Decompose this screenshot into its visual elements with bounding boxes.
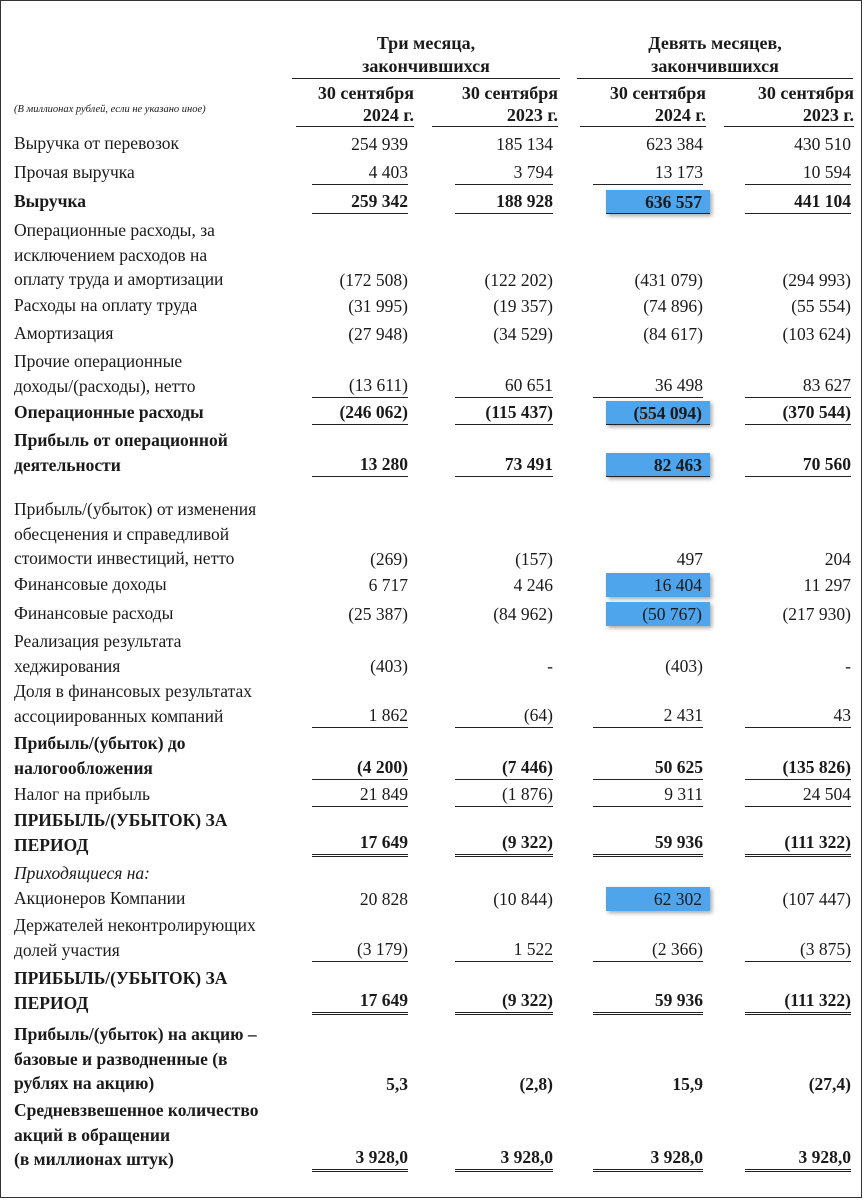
unit-note: (В миллионах рублей, если не указано иное) (14, 104, 206, 115)
row-label (14, 321, 113, 346)
row-label-line: Прибыль/(убыток) до (14, 733, 186, 753)
table-row (0, 428, 864, 477)
header-three-months: Три месяца, закончившихся (292, 32, 560, 79)
value-9m-2024: 623 384 (646, 133, 703, 154)
value-q3-2023: (157) (515, 548, 553, 569)
row-label-line: ПРИБЫЛЬ/(УБЫТОК) ЗА (14, 810, 228, 830)
value-q3-2024: 1 862 (312, 703, 408, 728)
column-header-9m-2024: 30 сентября 2024 г. (580, 82, 706, 127)
value-9m-2023: 24 504 (745, 782, 851, 807)
row-label (14, 131, 179, 156)
value-q3-2024: 4 403 (312, 160, 408, 185)
value-q3-2023: (19 357) (493, 295, 553, 316)
value-q3-2023: (84 962) (493, 603, 553, 624)
value-9m-2023: 441 104 (745, 189, 851, 214)
row-label-line: Реализация результата (14, 631, 182, 651)
row-label-line: Налог на прибыль (14, 784, 150, 804)
value-9m-2023: 3 928,0 (745, 1145, 851, 1172)
row-label-line: деятельности (14, 454, 121, 475)
value-q3-2023: (9 322) (455, 830, 553, 857)
value-9m-2024: 636 557 (606, 190, 710, 214)
table-row (0, 572, 864, 597)
table-row (0, 861, 864, 886)
table-row (0, 189, 864, 214)
value-9m-2023: 204 (824, 548, 851, 569)
value-9m-2023: 10 594 (745, 160, 851, 185)
value-q3-2023: - (547, 656, 553, 677)
value-q3-2023: (10 844) (493, 888, 553, 909)
value-q3-2023: 73 491 (455, 452, 553, 477)
row-label (14, 189, 86, 214)
table-row (0, 1098, 864, 1172)
table-row (0, 808, 864, 857)
row-label (14, 886, 185, 911)
value-q3-2024: 17 649 (312, 830, 408, 857)
row-label-line: Прибыль/(убыток) от изменения (14, 499, 257, 519)
value-9m-2023: 83 627 (745, 373, 851, 398)
row-label-line: Держателей неконтролирующих (14, 915, 256, 935)
row-label-line: акций в обращении (14, 1124, 171, 1145)
table-row (0, 731, 864, 780)
value-q3-2023: 188 928 (455, 189, 553, 214)
value-9m-2023: (217 930) (782, 603, 851, 624)
row-label-line: Операционные расходы (14, 402, 204, 422)
value-q3-2024: 5,3 (386, 1073, 408, 1094)
row-label (14, 629, 181, 678)
value-9m-2023: (3 875) (745, 937, 851, 962)
value-9m-2024: 13 173 (593, 160, 703, 185)
value-9m-2023 (745, 862, 851, 886)
row-label-line: хеджирования (14, 655, 121, 676)
row-label-line: Выручка от перевозок (14, 133, 180, 153)
value-q3-2023: 1 522 (455, 937, 553, 962)
value-q3-2023: 3 928,0 (455, 1145, 553, 1172)
row-label-line: Приходящиеся на: (14, 863, 151, 883)
row-label-line: Прочая выручка (14, 162, 135, 182)
table-row (0, 160, 864, 185)
row-label-line: Прибыль от операционной (14, 430, 228, 450)
value-9m-2024: 36 498 (593, 373, 703, 398)
row-label-line: долей участия (14, 939, 120, 960)
value-q3-2023: (7 446) (455, 755, 553, 780)
table-row (0, 321, 864, 346)
row-label-line: исключением расходов на (14, 244, 208, 265)
row-label-line: Выручка (14, 191, 87, 211)
value-9m-2023: - (845, 656, 851, 677)
row-label-line: рублях на акцию) (14, 1073, 155, 1094)
value-9m-2024: (84 617) (643, 323, 703, 344)
column-header-q3-2024: 30 сентября 2024 г. (296, 82, 414, 127)
value-q3-2023: (9 322) (455, 988, 553, 1015)
value-9m-2024: (2 366) (593, 937, 703, 962)
row-label (14, 913, 256, 962)
value-q3-2023: (2,8) (519, 1073, 553, 1094)
value-q3-2024: 13 280 (312, 452, 408, 477)
table-row (0, 218, 864, 292)
value-q3-2024: 20 828 (359, 888, 408, 909)
value-q3-2024: 17 649 (312, 988, 408, 1015)
value-9m-2023: (27,4) (808, 1073, 851, 1094)
row-label-line: стоимости инвестиций, нетто (14, 548, 235, 569)
row-label (14, 572, 167, 597)
value-q3-2024: 3 928,0 (312, 1145, 408, 1172)
table-row (0, 131, 864, 156)
value-9m-2024: 59 936 (593, 988, 703, 1015)
value-9m-2023: 11 297 (803, 574, 851, 595)
row-label (14, 861, 150, 886)
row-label (14, 808, 227, 857)
row-label-line: Прибыль/(убыток) на акцию – (14, 1024, 257, 1044)
value-q3-2024: (25 387) (348, 603, 408, 624)
row-label-line: Операционные расходы, за (14, 220, 215, 240)
value-9m-2024: 3 928,0 (593, 1145, 703, 1172)
header-nine-months: Девять месяцев, закончившихся (577, 32, 853, 79)
value-q3-2024: 21 849 (312, 782, 408, 807)
value-9m-2024: (50 767) (606, 602, 710, 626)
row-label (14, 218, 223, 292)
row-label (14, 400, 204, 425)
value-q3-2024: (4 200) (312, 755, 408, 780)
value-q3-2023: (64) (455, 703, 553, 728)
row-label-line: Прочие операционные (14, 351, 183, 371)
row-label-line: Финансовые расходы (14, 603, 174, 623)
value-9m-2024: 62 302 (606, 887, 710, 911)
value-q3-2024: (172 508) (339, 269, 408, 290)
value-9m-2024: (554 094) (606, 401, 710, 425)
value-9m-2023: (370 544) (745, 400, 851, 425)
value-q3-2023: (34 529) (493, 323, 553, 344)
row-label (14, 497, 256, 571)
row-label-line: оплату труда и амортизации (14, 269, 224, 290)
value-9m-2023: (103 624) (782, 323, 851, 344)
value-9m-2024: 497 (676, 548, 703, 569)
value-q3-2023: 185 134 (496, 133, 553, 154)
table-row (0, 601, 864, 626)
row-label-line: (в миллионах штук) (14, 1149, 174, 1170)
value-q3-2023: 3 794 (455, 160, 553, 185)
value-9m-2024: 59 936 (593, 830, 703, 857)
value-9m-2023: 70 560 (745, 452, 851, 477)
value-q3-2024: (13 611) (312, 373, 408, 398)
row-label-line: Акционеров Компании (14, 888, 186, 908)
row-label (14, 782, 150, 807)
value-9m-2023: (111 322) (745, 988, 851, 1015)
value-q3-2024: 6 717 (368, 574, 408, 595)
row-label-line: Средневзвешенное количество (14, 1100, 259, 1120)
value-9m-2024 (593, 862, 703, 886)
table-row (0, 1022, 864, 1096)
table-row (0, 400, 864, 425)
row-label-line: налогообложения (14, 757, 153, 778)
value-9m-2023: (135 826) (745, 755, 851, 780)
table-row (0, 293, 864, 318)
value-9m-2024: 50 625 (593, 755, 703, 780)
value-q3-2023: (115 437) (455, 400, 553, 425)
table-row (0, 782, 864, 807)
table-row (0, 629, 864, 678)
value-q3-2024: 254 939 (351, 133, 408, 154)
value-q3-2024: (31 995) (348, 295, 408, 316)
row-label-line: Амортизация (14, 323, 114, 343)
value-q3-2024: 259 342 (312, 189, 408, 214)
value-9m-2024: 9 311 (593, 782, 703, 807)
value-9m-2023: 43 (745, 703, 851, 728)
value-9m-2024: 15,9 (672, 1073, 703, 1094)
table-row (0, 886, 864, 911)
row-label-line: Финансовые доходы (14, 574, 167, 594)
value-q3-2024: (3 179) (312, 937, 408, 962)
row-label-line: ПРИБЫЛЬ/(УБЫТОК) ЗА (14, 968, 228, 988)
row-label-line: ассоциированных компаний (14, 705, 224, 726)
value-9m-2023: (111 322) (745, 830, 851, 857)
value-q3-2024: (403) (370, 656, 408, 677)
row-label-line: базовые и разводненные (в (14, 1048, 228, 1069)
value-9m-2024: (431 079) (634, 269, 703, 290)
value-q3-2024: (269) (370, 548, 408, 569)
value-9m-2023: (294 993) (782, 269, 851, 290)
row-label-line: доходы/(расходы), нетто (14, 375, 196, 396)
value-q3-2023: 4 246 (513, 574, 553, 595)
column-header-q3-2023: 30 сентября 2023 г. (432, 82, 558, 127)
row-label-line: Доля в финансовых результатах (14, 681, 252, 701)
row-label (14, 1022, 257, 1096)
row-label (14, 1098, 258, 1172)
row-label (14, 293, 197, 318)
value-9m-2024: (74 896) (643, 295, 703, 316)
table-row (0, 679, 864, 728)
column-header-9m-2023: 30 сентября 2023 г. (724, 82, 854, 127)
value-9m-2023: 430 510 (794, 133, 851, 154)
row-label-line: обесценения и справедливой (14, 523, 230, 544)
value-q3-2023: 60 651 (455, 373, 553, 398)
row-label (14, 428, 228, 477)
value-9m-2024: 82 463 (606, 453, 710, 477)
row-label-line: Расходы на оплату труда (14, 295, 198, 315)
table-row (0, 349, 864, 398)
value-q3-2024 (312, 862, 408, 886)
value-9m-2024: 16 404 (606, 573, 710, 597)
row-label (14, 160, 135, 185)
value-9m-2023: (107 447) (782, 888, 851, 909)
row-label-line: ПЕРИОД (14, 834, 89, 855)
table-row (0, 497, 864, 571)
table-row (0, 966, 864, 1015)
value-q3-2023 (455, 862, 553, 886)
table-row (0, 913, 864, 962)
row-label (14, 601, 173, 626)
value-9m-2023: (55 554) (791, 295, 851, 316)
row-label (14, 679, 252, 728)
row-label (14, 966, 227, 1015)
value-q3-2024: (27 948) (348, 323, 408, 344)
row-label (14, 731, 186, 780)
value-9m-2024: (403) (665, 656, 703, 677)
value-q3-2023: (1 876) (455, 782, 553, 807)
value-q3-2023: (122 202) (484, 269, 553, 290)
value-9m-2024: 2 431 (593, 703, 703, 728)
value-q3-2024: (246 062) (312, 400, 408, 425)
row-label-line: ПЕРИОД (14, 992, 89, 1013)
row-label (14, 349, 195, 398)
